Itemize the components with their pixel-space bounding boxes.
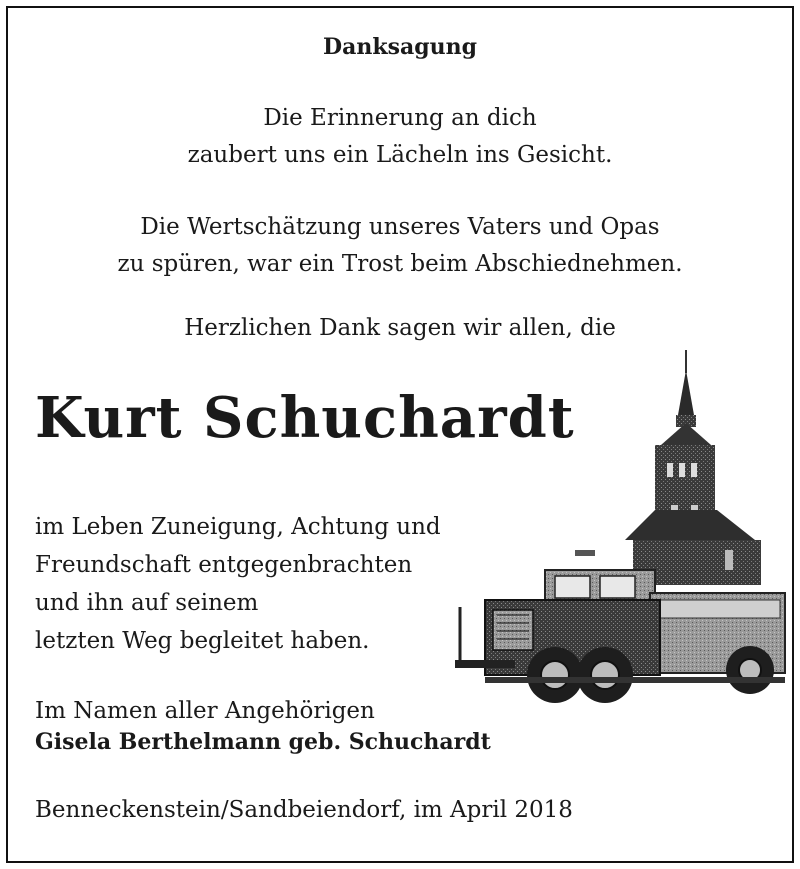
verse-two-line-1: Die Wertschätzung unseres Vaters und Opas xyxy=(140,214,660,240)
verse-two-line-2: zu spüren, war ein Trost beim Abschiednehmen. xyxy=(117,251,683,277)
church-icon xyxy=(625,350,761,585)
verse-two xyxy=(0,209,800,283)
place-and-date: Benneckenstein/Sandbeiendorf, im April 2018 xyxy=(35,797,573,823)
notice-heading: Danksagung xyxy=(323,34,477,60)
verse-one-line-1: Die Erinnerung an dich xyxy=(263,105,537,131)
thanks-body xyxy=(35,508,441,660)
deceased-name: Kurt Schuchardt xyxy=(35,385,575,451)
body-line-1: im Leben Zuneigung, Achtung und xyxy=(35,514,441,540)
thanks-line: Herzlichen Dank sagen wir allen, die xyxy=(184,315,616,341)
body-line-3: und ihn auf seinem xyxy=(35,590,259,616)
church-and-truck-illustration xyxy=(455,345,790,710)
signature-name: Gisela Berthelmann geb. Schuchardt xyxy=(35,729,491,755)
verse-one-line-2: zaubert uns ein Lächeln ins Gesicht. xyxy=(187,142,613,168)
body-line-4: letzten Weg begleitet haben. xyxy=(35,628,370,654)
signature-intro: Im Namen aller Angehörigen xyxy=(35,698,375,724)
body-line-2: Freundschaft entgegenbrachten xyxy=(35,552,413,578)
verse-one xyxy=(0,100,800,174)
